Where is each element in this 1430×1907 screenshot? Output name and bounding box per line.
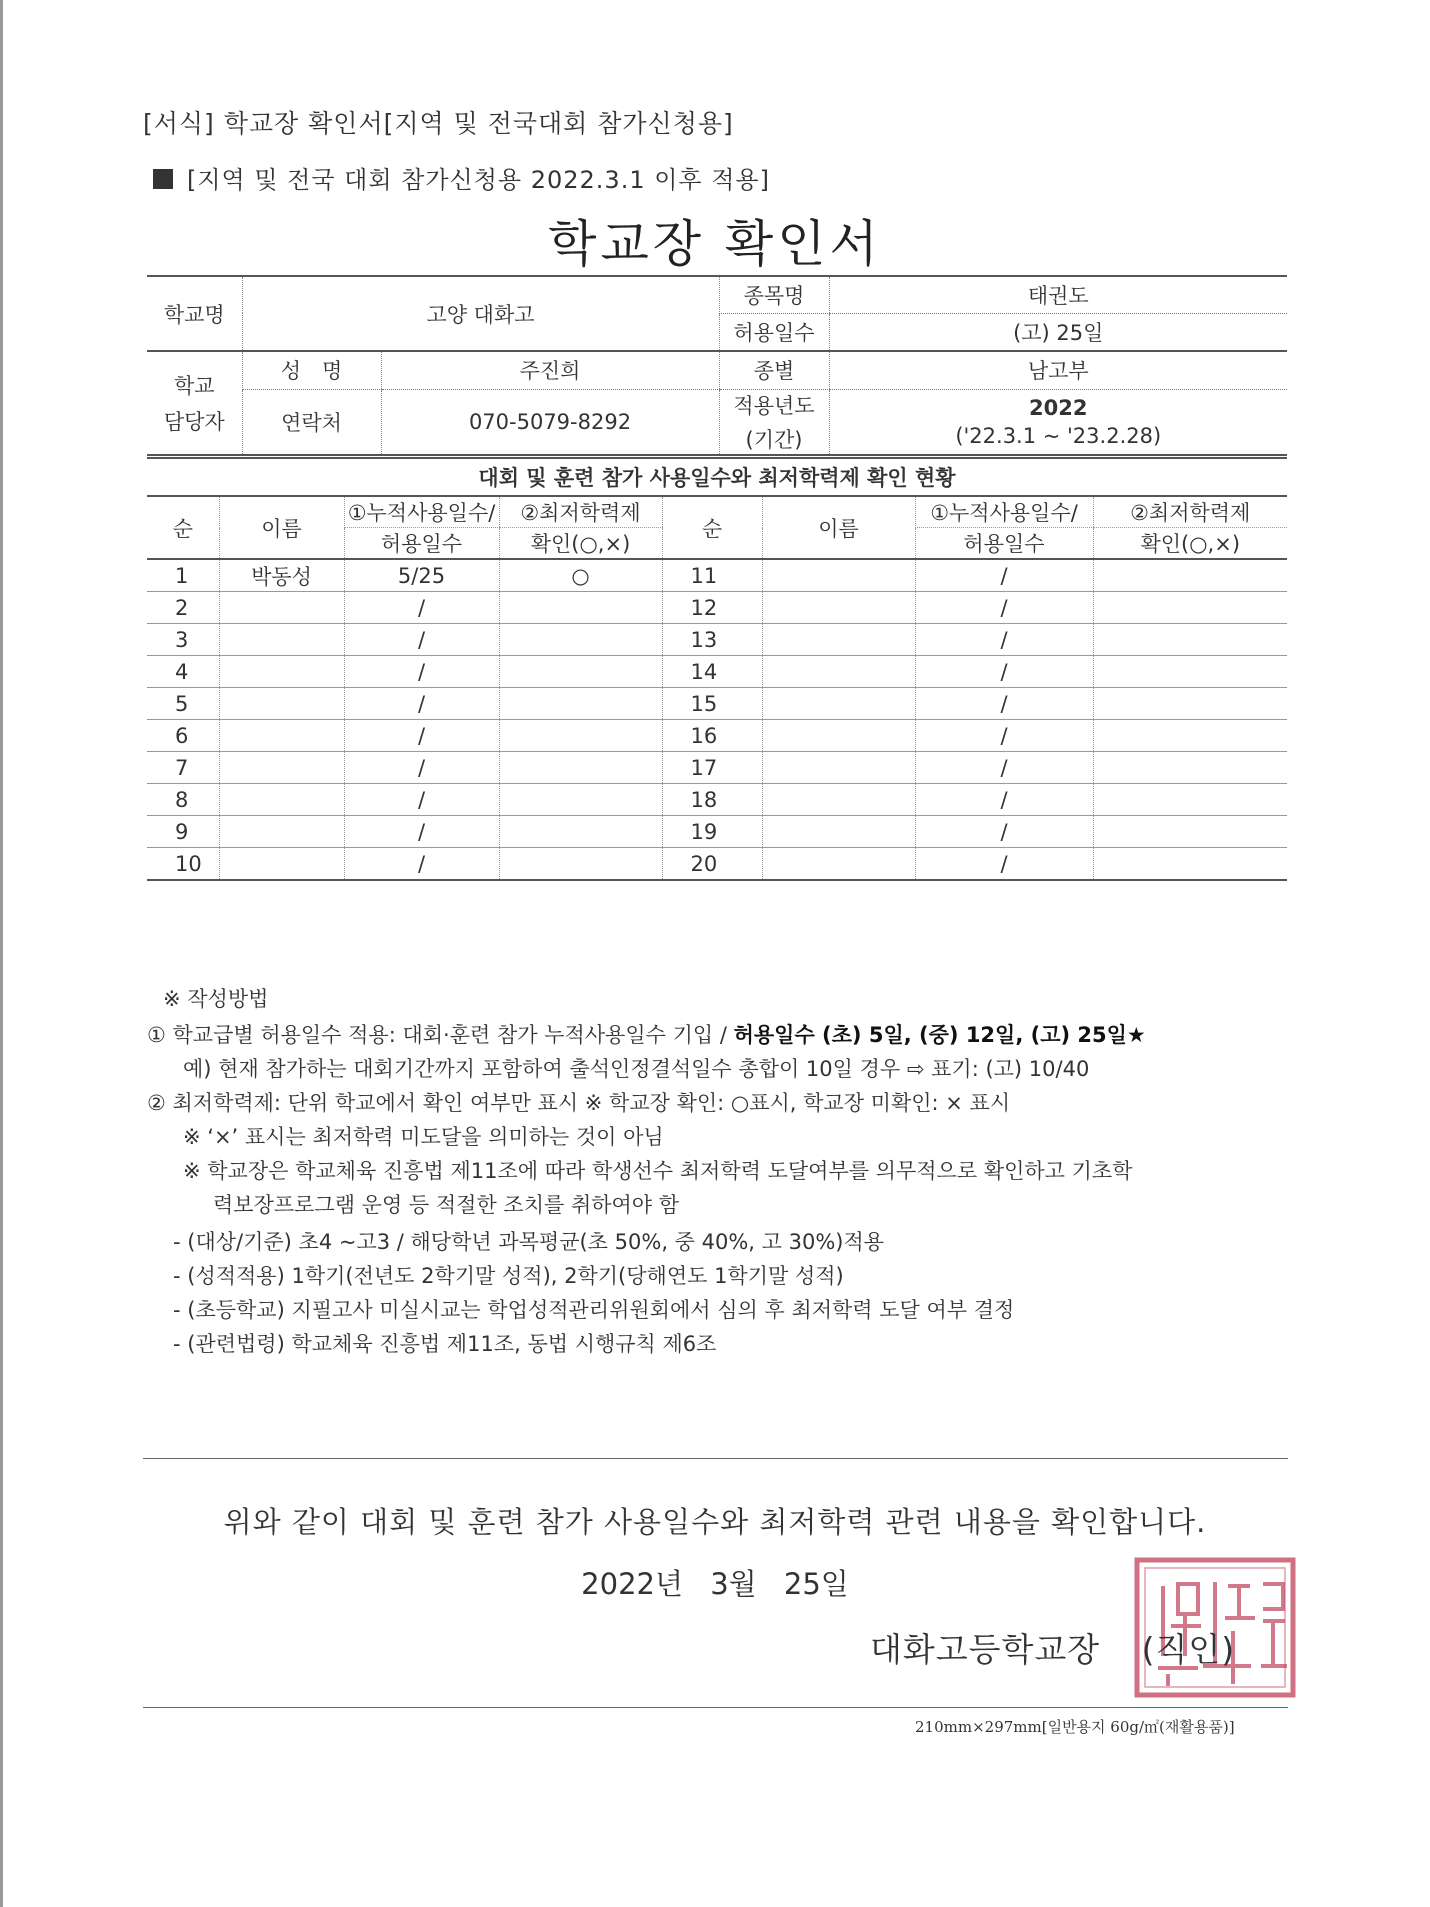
row-days-right: / <box>915 784 1093 816</box>
row-days-right: / <box>915 848 1093 881</box>
row-days-right: / <box>915 816 1093 848</box>
contact-value: 070-5079-8292 <box>381 389 719 455</box>
row-check-right <box>1093 752 1287 784</box>
table-row <box>147 752 1287 784</box>
note-line-3: ② 최저학력제: 단위 학교에서 확인 여부만 표시 ※ 학교장 확인: ○표시, 학교장 미확인: × 표시 <box>147 1091 1011 1115</box>
row-no-right: 14 <box>662 656 762 688</box>
table-row <box>147 688 1287 720</box>
row-check-left <box>499 752 662 784</box>
row-no-right: 17 <box>662 752 762 784</box>
col-check-right-1: ②최저학력제 <box>1093 496 1287 528</box>
col-name-right: 이름 <box>762 496 915 559</box>
sub-label <box>153 160 770 195</box>
row-days-left: / <box>344 848 499 881</box>
row-days-right: / <box>915 559 1093 592</box>
notes-heading: ※ 작성방법 <box>163 987 269 1011</box>
year-label-2: (기간) <box>745 427 803 452</box>
col-no-left: 순 <box>147 496 219 559</box>
col-days-left-2: 허용일수 <box>344 528 499 560</box>
row-name-right <box>762 592 915 624</box>
confirm-date: 2022년 3월 25일 <box>581 1567 849 1601</box>
row-check-right <box>1093 656 1287 688</box>
school-value: 고양 대화고 <box>242 276 719 351</box>
sport-label: 종목명 <box>719 276 829 313</box>
row-check-left <box>499 624 662 656</box>
school-label: 학교명 <box>147 276 242 351</box>
row-days-left: / <box>344 784 499 816</box>
row-no-left: 3 <box>147 624 219 656</box>
row-days-right: / <box>915 752 1093 784</box>
row-name-right <box>762 559 915 592</box>
table-row <box>147 784 1287 816</box>
row-no-right: 13 <box>662 624 762 656</box>
table-row <box>147 720 1287 752</box>
period-value: ('22.3.1 ~ '23.2.28) <box>955 423 1162 448</box>
row-days-right: / <box>915 656 1093 688</box>
col-check-left-2: 확인(○,×) <box>499 528 662 560</box>
contact-label: 연락처 <box>242 389 381 455</box>
participant-table <box>147 457 1287 881</box>
sub-label-text: [지역 및 전국 대회 참가신청용 2022.3.1 이후 적용] <box>187 166 770 194</box>
row-name-right <box>762 848 915 881</box>
row-no-right: 18 <box>662 784 762 816</box>
seal-mark: (직인) <box>1141 1630 1236 1669</box>
row-name-right <box>762 752 915 784</box>
scan-edge <box>0 0 3 1907</box>
row-no-left: 1 <box>147 559 219 592</box>
note-line-1a: ① 학교급별 허용일수 적용: 대회·훈련 참가 누적사용일수 기입 / <box>147 1023 734 1047</box>
note-line-2: 예) 현재 참가하는 대회기간까지 포함하여 출석인정결석일수 총합이 10일 경우 ⇨ 표기: (고) 10/40 <box>183 1057 1090 1081</box>
row-days-left: / <box>344 816 499 848</box>
col-no-right: 순 <box>662 496 762 559</box>
row-name-right <box>762 624 915 656</box>
year-value <box>829 389 1287 455</box>
row-no-left: 5 <box>147 688 219 720</box>
row-no-right: 20 <box>662 848 762 881</box>
row-check-right <box>1093 848 1287 881</box>
row-days-left: / <box>344 592 499 624</box>
row-no-left: 2 <box>147 592 219 624</box>
note-line-10: - (관련법령) 학교체육 진흥법 제11조, 동법 시행규칙 제6조 <box>173 1332 717 1356</box>
note-line-7: - (대상/기준) 초4 ~고3 / 해당학년 과목평균(초 50%, 중 40%, 고 30%)적용 <box>173 1230 885 1254</box>
row-name-right <box>762 688 915 720</box>
year-label <box>719 389 829 455</box>
row-check-right <box>1093 624 1287 656</box>
category-value: 남고부 <box>829 351 1287 389</box>
section-title: 대회 및 훈련 참가 사용일수와 최저학력제 확인 현황 <box>147 458 1287 496</box>
days-label: 허용일수 <box>719 313 829 351</box>
table-row <box>147 592 1287 624</box>
row-no-left: 7 <box>147 752 219 784</box>
row-check-left <box>499 816 662 848</box>
row-days-left: / <box>344 624 499 656</box>
row-name-left <box>219 816 344 848</box>
row-name-left <box>219 688 344 720</box>
row-name-left <box>219 720 344 752</box>
row-name-right <box>762 720 915 752</box>
row-no-right: 16 <box>662 720 762 752</box>
row-days-right: / <box>915 720 1093 752</box>
category-label: 종별 <box>719 351 829 389</box>
row-days-right: / <box>915 688 1093 720</box>
row-check-left <box>499 592 662 624</box>
row-check-left <box>499 720 662 752</box>
row-days-left: / <box>344 752 499 784</box>
form-label: [서식] 학교장 확인서[지역 및 전국대회 참가신청용] <box>143 109 734 138</box>
row-days-left: / <box>344 688 499 720</box>
col-check-right-2: 확인(○,×) <box>1093 528 1287 560</box>
row-check-right <box>1093 559 1287 592</box>
staff-label <box>147 351 242 455</box>
row-check-right <box>1093 592 1287 624</box>
signer-name: 대화고등학교장 <box>870 1630 1101 1669</box>
participant-rows <box>147 559 1287 880</box>
row-no-left: 4 <box>147 656 219 688</box>
document-title: 학교장 확인서 <box>548 215 882 273</box>
sport-value: 태권도 <box>829 276 1287 313</box>
col-days-left-1: ①누적사용일수/ <box>344 496 499 528</box>
row-days-right: / <box>915 592 1093 624</box>
staff-label-2: 담당자 <box>163 409 225 434</box>
divider-bottom <box>143 1707 1288 1708</box>
days-value: (고) 25일 <box>829 313 1287 351</box>
row-no-left: 6 <box>147 720 219 752</box>
row-name-right <box>762 816 915 848</box>
row-check-right <box>1093 720 1287 752</box>
row-name-left <box>219 752 344 784</box>
row-days-right: / <box>915 624 1093 656</box>
name-value: 주진희 <box>381 351 719 389</box>
row-name-left <box>219 784 344 816</box>
col-check-left-1: ②최저학력제 <box>499 496 662 528</box>
row-check-right <box>1093 816 1287 848</box>
row-check-left <box>499 848 662 881</box>
note-line-5: ※ 학교장은 학교체육 진흥법 제11조에 따라 학생선수 최저학력 도달여부를 의무적으로 확인하고 기초학 <box>183 1159 1133 1183</box>
row-no-right: 19 <box>662 816 762 848</box>
row-check-left <box>499 656 662 688</box>
note-line-1b: 허용일수 (초) 5일, (중) 12일, (고) 25일★ <box>733 1023 1146 1047</box>
col-name-left: 이름 <box>219 496 344 559</box>
row-check-left <box>499 784 662 816</box>
row-days-left: / <box>344 720 499 752</box>
table-row <box>147 816 1287 848</box>
year-label-1: 적용년도 <box>733 393 815 418</box>
divider-top <box>143 1458 1288 1459</box>
note-line-6: 력보장프로그램 운영 등 적절한 조치를 취하여야 함 <box>213 1193 680 1217</box>
note-line-1 <box>147 1019 1146 1049</box>
table-row <box>147 848 1287 881</box>
table-row <box>147 656 1287 688</box>
year-value-text: 2022 <box>1029 395 1088 420</box>
col-days-right-1: ①누적사용일수/ <box>915 496 1093 528</box>
col-days-right-2: 허용일수 <box>915 528 1093 560</box>
row-name-left <box>219 848 344 881</box>
square-bullet-icon <box>153 169 173 189</box>
confirm-statement: 위와 같이 대회 및 훈련 참가 사용일수와 최저학력 관련 내용을 확인합니다. <box>223 1505 1207 1539</box>
row-name-left <box>219 624 344 656</box>
row-no-left: 10 <box>147 848 219 881</box>
paper-spec: 210mm×297mm[일반용지 60g/㎡(재활용품)] <box>915 1718 1235 1736</box>
row-no-left: 9 <box>147 816 219 848</box>
name-label: 성 명 <box>242 351 381 389</box>
row-check-left: ○ <box>499 559 662 592</box>
signer-line <box>870 1624 1235 1671</box>
note-line-8: - (성적적용) 1학기(전년도 2학기말 성적), 2학기(당해연도 1학기말 성적) <box>173 1264 844 1288</box>
row-no-right: 12 <box>662 592 762 624</box>
row-name-left: 박동성 <box>219 559 344 592</box>
row-days-left: 5/25 <box>344 559 499 592</box>
row-name-left <box>219 656 344 688</box>
row-name-right <box>762 784 915 816</box>
row-days-left: / <box>344 656 499 688</box>
table-row <box>147 559 1287 592</box>
staff-label-1: 학교 <box>173 373 215 398</box>
row-no-left: 8 <box>147 784 219 816</box>
row-check-left <box>499 688 662 720</box>
row-no-right: 15 <box>662 688 762 720</box>
note-line-9: - (초등학교) 지필고사 미실시교는 학업성적관리위원회에서 심의 후 최저학력 도달 여부 결정 <box>173 1298 1015 1322</box>
info-table <box>147 275 1287 456</box>
row-check-right <box>1093 688 1287 720</box>
row-check-right <box>1093 784 1287 816</box>
row-name-left <box>219 592 344 624</box>
table-row <box>147 624 1287 656</box>
note-line-4: ※ ‘×’ 표시는 최저학력 미도달을 의미하는 것이 아님 <box>183 1125 664 1149</box>
row-name-right <box>762 656 915 688</box>
row-no-right: 11 <box>662 559 762 592</box>
